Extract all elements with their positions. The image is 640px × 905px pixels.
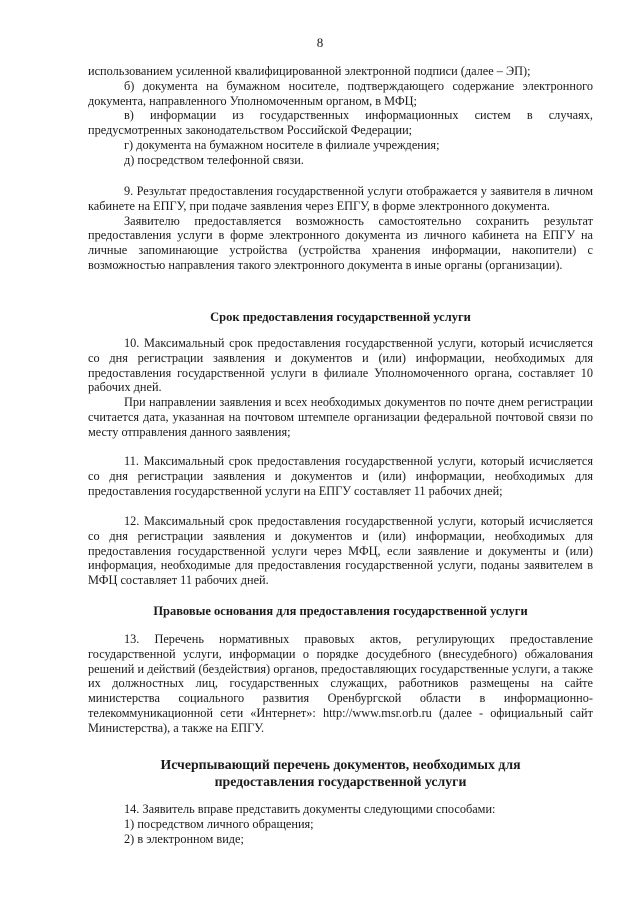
section-document-list: [88, 802, 593, 846]
section-legal-basis: [88, 632, 593, 736]
paragraph: 11. Максимальный срок предоставления государственной услуги, который исчисляется со дня регистрации заявления и документов и (или) информации, необходимых для предоставления государственной услуги на ЕПГУ составляет 11 рабочих дней;: [88, 454, 593, 498]
heading-line: предоставления государственной услуги: [214, 774, 467, 789]
paragraph: использованием усиленной квалифицированной электронной подписи (далее – ЭП);: [88, 64, 531, 78]
section-heading: Срок предоставления государственной услуги: [210, 310, 471, 324]
paragraph: При направлении заявления и всех необходимых документов по почте днем регистрации считается дата, указанная на почтовом штемпеле организации федеральной почтовой связи по месту отправления данного заявления;: [88, 395, 593, 439]
paragraph: 9. Результат предоставления государственной услуги отображается у заявителя в личном кабинете на ЕПГУ, при подаче заявления через ЕПГУ, в форме электронного документа.: [88, 184, 593, 213]
paragraph: 14. Заявитель вправе представить документы следующими способами:: [124, 802, 496, 816]
paragraph: 1) посредством личного обращения;: [124, 816, 314, 831]
page-number: 8: [316, 35, 324, 50]
heading-line: Исчерпывающий перечень документов, необходимых для: [160, 757, 521, 772]
section-term-11: [88, 454, 593, 498]
section-term-12: [88, 514, 593, 588]
paragraph: 2) в электронном виде;: [124, 831, 244, 846]
paragraph: г) документа на бумажном носителе в филиале учреждения;: [124, 137, 440, 152]
paragraph: в) информации из государственных информационных систем в случаях, предусмотренных законодательством Российской Федерации;: [88, 108, 593, 138]
section-result-display: [88, 184, 593, 273]
section-heading: Правовые основания для предоставления государственной услуги: [153, 604, 528, 618]
paragraph: Заявителю предоставляется возможность самостоятельно сохранить результат предоставления услуги в форме электронного документа из личного кабинета на ЕПГУ на личные запоминающие устройства (устройства хранения информации, накопители) с возможностью направления такого электронного документа в иные органы (организации).: [88, 213, 593, 272]
section-submission-methods: [88, 64, 593, 168]
section-heading: [88, 756, 593, 790]
paragraph: 12. Максимальный срок предоставления государственной услуги, который исчисляется со дня регистрации заявления и документов и (или) информации, необходимых для предоставления государственной услуги через МФЦ, если заявление и документы и (или) информация, необходимые для предоставления государственной услуги, поданы заявителем в МФЦ составляет 11 рабочих дней.: [88, 514, 593, 588]
paragraph: б) документа на бумажном носителе, подтверждающего содержание электронного документа, направленного Уполномоченным органом, в МФЦ;: [88, 78, 593, 108]
paragraph: 10. Максимальный срок предоставления государственной услуги, который исчисляется со дня регистрации заявления и документов и (или) информации, необходимых для предоставления государственной услуги в филиале Уполномоченного органа, составляет 10 рабочих дней.: [88, 336, 593, 395]
paragraph: 13. Перечень нормативных правовых актов, регулирующих предоставление государственной услуги, информации о порядке досудебного (внесудебного) обжалования решений и действий (бездействия) органов, предоставляющих государственные услуги, а также их должностных лиц, государственных служащих, работников размещены на сайте министерства социального развития Оренбургской области в информационно-телекоммуникационной сети «Интернет»: http://www.msr.orb.ru (далее - официальный сайт Министерства), а также на ЕПГУ.: [88, 632, 593, 735]
section-term-10: [88, 336, 593, 440]
paragraph: д) посредством телефонной связи.: [124, 152, 304, 167]
